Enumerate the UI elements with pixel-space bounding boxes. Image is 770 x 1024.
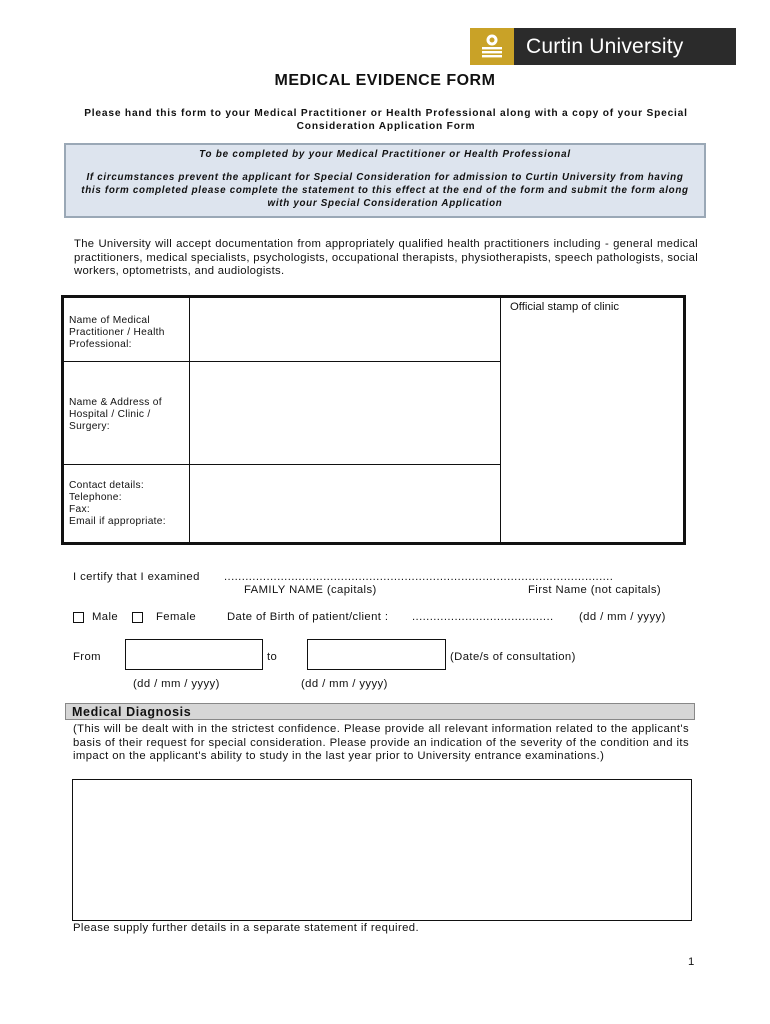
from-date-format: (dd / mm / yyyy) [133, 678, 220, 690]
dob-field[interactable]: ........................................ [412, 611, 554, 623]
to-date-input[interactable] [307, 639, 446, 670]
medical-diagnosis-header [65, 703, 695, 720]
dob-label: Date of Birth of patient/client : [227, 611, 389, 623]
separate-statement-note: Please supply further details in a separate statement if required. [73, 922, 420, 934]
female-label: Female [156, 611, 197, 623]
medical-diagnosis-title: Medical Diagnosis [72, 705, 192, 719]
female-checkbox[interactable] [132, 612, 143, 623]
medical-diagnosis-field[interactable] [72, 779, 692, 921]
official-stamp-label: Official stamp of clinic [510, 301, 620, 313]
table-divider [64, 464, 501, 465]
practitioner-notice-box [64, 143, 706, 218]
contact-details-field[interactable] [191, 466, 499, 541]
acceptance-text: The University will accept documentation from appropriately qualified health practitioners including - general medical practitioners, medical specialists, psychologists, occupational therapists, physiotherapists, speech pathologists, social workers, optometrists, and audiologists. [74, 238, 698, 277]
notice-body: If circumstances prevent the applicant for Special Consideration for admission to Curtin University from having this form completed please complete the statement to this effect at the end of the form and submit the form along with your Special Consideration Application [81, 172, 689, 209]
from-date-input[interactable] [125, 639, 263, 670]
male-label: Male [92, 611, 119, 623]
consultation-dates-label: (Date/s of consultation) [450, 651, 576, 663]
table-divider [500, 298, 501, 542]
medical-diagnosis-description: (This will be dealt with in the strictest confidence. Please provide all relevant information related to the applicant's basis of their request for special consideration. Please provide an indication of the severity of the condition and its impact on the applicant's ability to study in the last year prior to University entrance examinations.) [73, 723, 689, 762]
page-number: 1 [688, 956, 695, 968]
to-date-format: (dd / mm / yyyy) [301, 678, 388, 690]
to-label: to [267, 651, 278, 663]
notice-title: To be completed by your Medical Practitioner or Health Professional [199, 149, 571, 160]
first-name-label: First Name (not capitals) [528, 584, 662, 596]
certify-text: I certify that I examined [73, 571, 200, 583]
male-checkbox[interactable] [73, 612, 84, 623]
dob-format: (dd / mm / yyyy) [579, 611, 666, 623]
hospital-address-field[interactable] [191, 363, 499, 463]
official-stamp-area[interactable] [502, 316, 683, 541]
family-name-label: FAMILY NAME (capitals) [244, 584, 377, 596]
practitioner-details-table [61, 295, 686, 545]
curtin-crest-icon [470, 28, 514, 65]
practitioner-name-field[interactable] [191, 299, 499, 360]
practitioner-name-label: Name of Medical Practitioner / Health Professional: [69, 315, 165, 350]
table-divider [189, 298, 190, 542]
intro-instructions: Please hand this form to your Medical Practitioner or Health Professional along with a copy of your Special Consideration Application Form [84, 108, 688, 132]
table-divider [64, 361, 501, 362]
patient-name-field[interactable]: .............................................................................................................. [224, 571, 614, 583]
from-label: From [73, 651, 101, 663]
form-title: MEDICAL EVIDENCE FORM [274, 72, 496, 89]
logo-text: Curtin University [526, 34, 684, 58]
contact-details-label: Contact details: Telephone: Fax: Email if appropriate: [69, 480, 166, 527]
curtin-logo [470, 28, 736, 65]
hospital-address-label: Name & Address of Hospital / Clinic / Surgery: [69, 397, 162, 432]
